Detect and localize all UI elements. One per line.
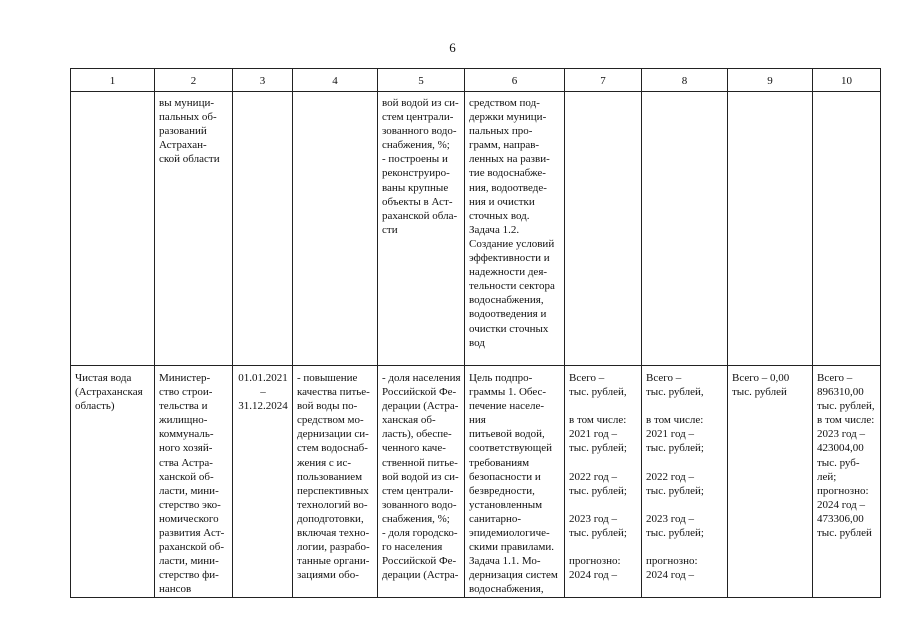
row2-col1-project-name: Чистая вода (Астраханская область) [71,366,155,598]
row2-col3-period: 01.01.2021 – 31.12.2024 [233,366,293,598]
row2-col8-funding: Всего – тыс. рублей, в том числе: 2021 год – тыс. рублей; 2022 год – тыс. рублей; 2023 год – тыс. рублей; прогнозно: 2024 год – [642,366,728,598]
header-cell: 10 [813,69,881,92]
header-cell: 6 [465,69,565,92]
header-row [71,69,881,92]
row1-col4 [293,92,378,366]
table-row [71,92,881,366]
row2-col2-executors: Министер- ство строи- тельства и жилищно- коммуналь- ного хозяй- ства Астра- ханской об- ласти, мини- стерство эко- номического развития Аст- раханской об- ласти, мини- стерство фи- нансов [155,366,233,598]
header-cell: 9 [728,69,813,92]
header-cell: 2 [155,69,233,92]
row2-col10-funding: Всего – 896310,00 тыс. рублей, в том числе: 2023 год – 423004,00 тыс. руб- лей; прогнозно: 2024 год – 473306,00 тыс. рублей [813,366,881,598]
row1-col8 [642,92,728,366]
page-number: 6 [449,40,456,55]
row2-col5-indicators: - доля населения Российской Фе- дерации (Астра- ханская об- ласть), обеспе- ченного каче- ственной питье- вой водой из си- стем централи- зованного водо- снабжения, %; - доля городско- го населения Российской Фе- дерации (Астра- [378,366,465,598]
row1-col2-executor-cont: вы муници- пальных об- разований Астрахан- ской области [155,92,233,366]
row2-col7-funding: Всего – тыс. рублей, в том числе: 2021 год – тыс. рублей; 2022 год – тыс. рублей; 2023 год – тыс. рублей; прогнозно: 2024 год – [565,366,642,598]
row1-col10 [813,92,881,366]
row2-col9-funding: Всего – 0,00 тыс. рублей [728,366,813,598]
row1-col5-indicators-cont: вой водой из си- стем централи- зованного водо- снабжения, %; - построены и реконструиро- ваны крупные объекты в Аст- раханской обла- сти [378,92,465,366]
row1-col1 [71,92,155,366]
row2-col6-goals: Цель подпро- граммы 1. Обес- печение населе- ния питьевой водой, соответствующей требованиям безопасности и безвредности, установленным санитарно- эпидемиологиче- скими правилами. Задача 1.1. Мо- дернизация систем водоснабжения, [465,366,565,598]
program-table [70,68,881,598]
row1-col9 [728,92,813,366]
header-cell: 4 [293,69,378,92]
table-row [71,366,881,598]
header-cell: 5 [378,69,465,92]
header-cell: 7 [565,69,642,92]
header-cell: 1 [71,69,155,92]
header-cell: 8 [642,69,728,92]
row1-col6-goals-cont: средством под- держки муници- пальных про- грамм, направ- ленных на разви- тие водоснабже- ния, водоотведе- ния и очистки сточных вод. Задача 1.2. Создание условий эффективности и надежности дея- тельности сектора водоснабжения, водоотведения и очистки сточных вод [465,92,565,366]
row1-col3 [233,92,293,366]
row2-col4-results: - повышение качества питье- вой воды по- средством мо- дернизации си- стем водоснаб- жения с ис- пользованием перспективных технологий во- доподготовки, включая техно- логии, разрабо- танные органи- зациями обо- [293,366,378,598]
header-cell: 3 [233,69,293,92]
row1-col7 [565,92,642,366]
